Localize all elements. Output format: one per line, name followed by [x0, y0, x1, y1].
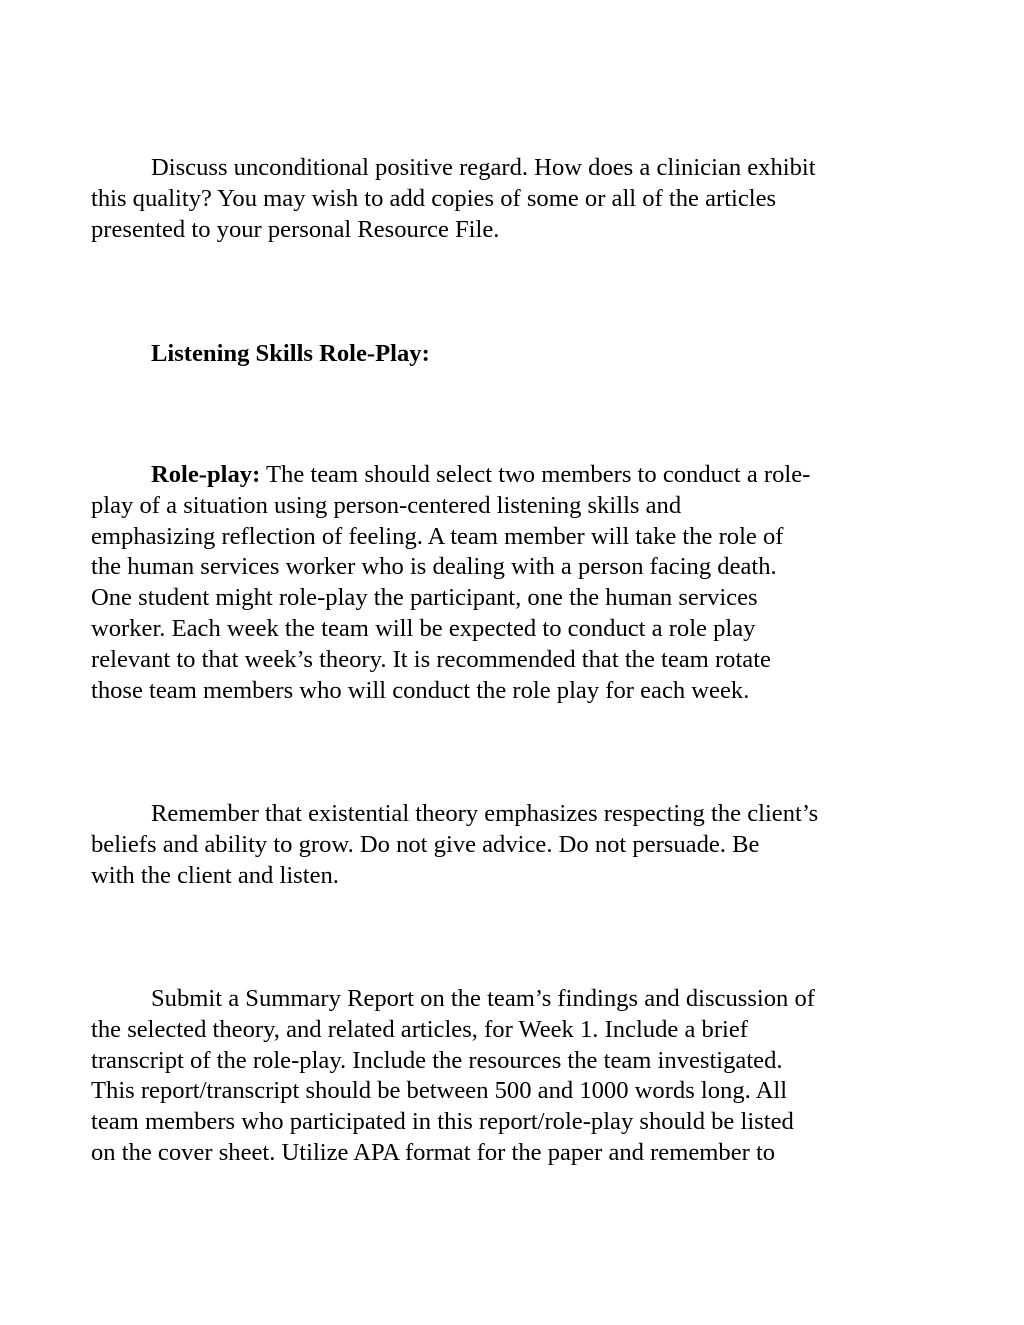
paragraph-existential-theory	[91, 799, 896, 891]
text-fragment: The team should select two members to conduct a role-	[260, 461, 811, 488]
text-line: this quality? You may wish to add copies of some or all of the articles	[91, 184, 777, 212]
text-line: worker. Each week the team will be expected to conduct a role play	[91, 614, 756, 642]
role-play-lead: Role-play:	[151, 461, 261, 488]
text-line: relevant to that week’s theory. It is recommended that the team rotate	[91, 645, 771, 673]
text-line: transcript of the role-play. Include the resources the team investigated.	[91, 1046, 783, 1074]
text-line: on the cover sheet. Utilize APA format for the paper and remember to	[91, 1138, 776, 1166]
text-line: presented to your personal Resource File.	[91, 215, 500, 243]
text-line: Remember that existential theory emphasizes respecting the client’s	[151, 800, 819, 827]
text-line: beliefs and ability to grow. Do not give advice. Do not persuade. Be	[91, 830, 760, 858]
text-line: One student might role-play the participant, one the human services	[91, 584, 758, 612]
text-line: emphasizing reflection of feeling. A team member will take the role of	[91, 522, 784, 550]
text-line: with the client and listen.	[91, 861, 339, 889]
text-line: team members who participated in this report/role-play should be listed	[91, 1108, 794, 1136]
text-line: play of a situation using person-centered listening skills and	[91, 491, 682, 519]
text-line: those team members who will conduct the role play for each week.	[91, 676, 750, 704]
section-heading: Listening Skills Role-Play:	[151, 340, 430, 367]
paragraph-role-play	[91, 460, 896, 706]
text-line: Submit a Summary Report on the team’s findings and discussion of	[151, 985, 815, 1012]
text-line: the selected theory, and related articles, for Week 1. Include a brief	[91, 1015, 748, 1043]
text-line: the human services worker who is dealing with a person facing death.	[91, 553, 777, 581]
text-line	[121, 460, 896, 491]
paragraph-unconditional-positive-regard	[91, 153, 896, 245]
text-line: This report/transcript should be between 500 and 1000 words long. All	[91, 1077, 788, 1105]
paragraph-summary-report	[91, 984, 896, 1169]
text-line: Discuss unconditional positive regard. How does a clinician exhibit	[151, 154, 816, 181]
